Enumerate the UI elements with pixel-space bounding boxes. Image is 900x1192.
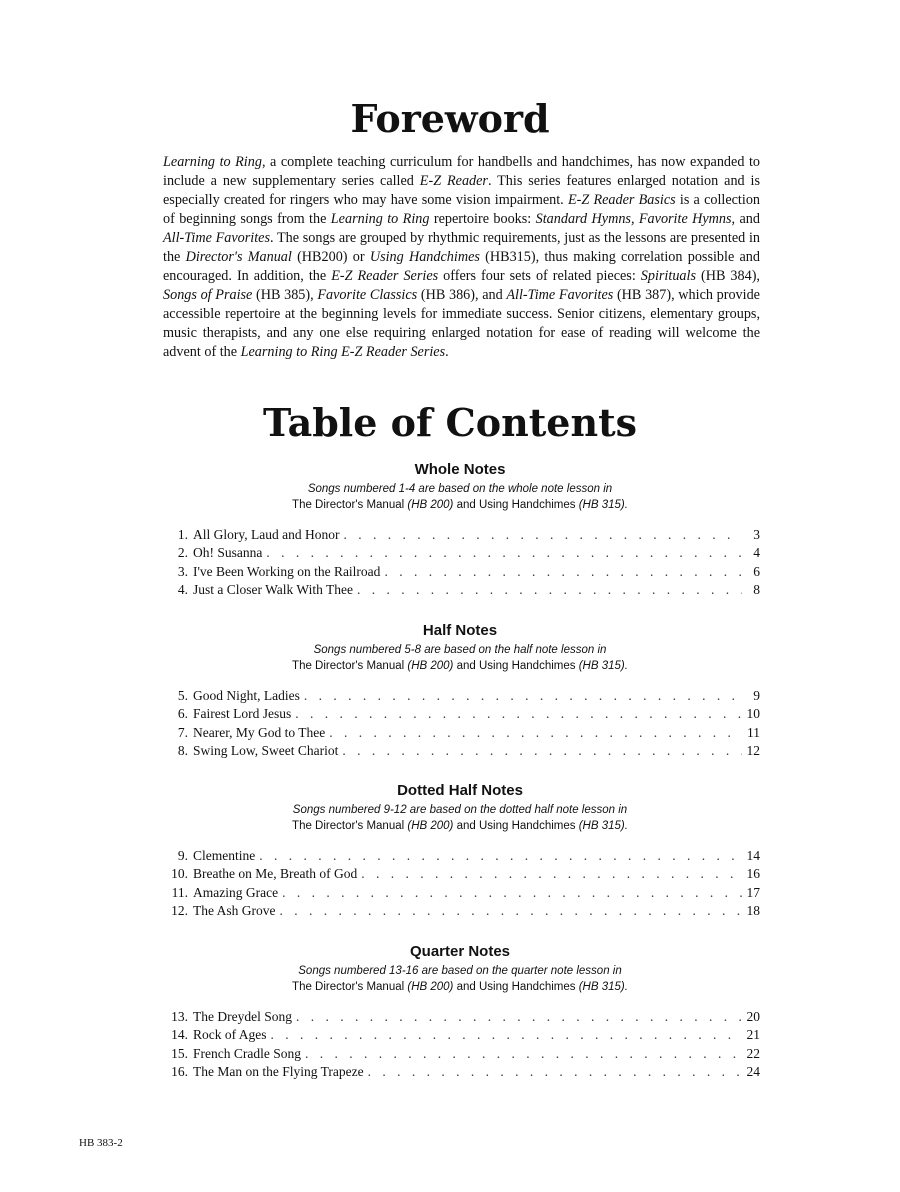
section-note-line: Songs numbered 13-16 are based on the quarter note lesson in (298, 965, 622, 977)
foreword-text-segment: is a collection of beginning songs from the (163, 192, 761, 227)
entry-title: Oh! Susanna (193, 545, 263, 561)
toc-title: Table of Contents (262, 400, 638, 445)
entry-title: All Glory, Laud and Honor (193, 527, 340, 542)
entry-page: 8 (753, 581, 760, 597)
entry-title: The Ash Grove (193, 902, 276, 918)
section-heading: Quarter Notes (409, 943, 511, 960)
section-note-part: (HB 200) (407, 660, 454, 672)
foreword-italic-segment: E-Z Reader Series (331, 268, 439, 284)
foreword-italic-segment: Standard Hymns, Favorite Hymns (535, 211, 732, 227)
foreword-text-segment: (HB 387), which provide accessible repertoire at the beginning levels for immediate success. Senior citizens, elementary groups, music therapists, and any one else requiring enlarged notation for ease of reading will welcome the advent of the (163, 287, 760, 360)
leader-dots (259, 848, 742, 864)
entry-number: 5. (177, 688, 188, 703)
foreword-text-segment: repertoire books: (429, 211, 536, 227)
entry-title: Just a Closer Walk With Thee (193, 581, 353, 597)
entry-title: Rock of Ages (193, 1027, 267, 1043)
leader-dots (271, 1027, 743, 1043)
toc-section-whole-notes (160, 461, 760, 600)
toc-entry (160, 725, 760, 743)
entry-page: 21 (746, 1027, 760, 1043)
toc-entry (160, 1009, 760, 1027)
entry-title: Good Night, Ladies (193, 688, 300, 703)
entry-page: 20 (746, 1009, 760, 1024)
toc-list (160, 1009, 760, 1082)
entry-number: 10. (171, 866, 188, 882)
foreword-italic-segment: Using Handchimes (369, 249, 480, 265)
entry-number: 6. (177, 706, 188, 722)
foreword-italic-segment: E-Z Reader (419, 173, 488, 189)
foreword-italic-segment: E-Z Reader Basics (567, 192, 676, 208)
entry-title: The Dreydel Song (193, 1009, 292, 1024)
leader-dots (295, 706, 742, 722)
section-note-part: and Using Handchimes (456, 499, 576, 511)
entry-page: 24 (746, 1063, 760, 1079)
foreword-italic-segment: All-Time Favorites (506, 287, 614, 303)
leader-dots (305, 1046, 742, 1062)
foreword-text-segment: (HB 386), and (417, 287, 507, 303)
section-note-part: (HB 315). (578, 660, 628, 672)
section-note-line: Songs numbered 1-4 are based on the whole note lesson in (307, 483, 613, 495)
section-note (160, 802, 760, 834)
leader-dots (266, 545, 742, 561)
section-note (160, 963, 760, 995)
section-heading: Dotted Half Notes (397, 782, 523, 799)
toc-list (160, 527, 760, 600)
section-note-part: (HB 200) (407, 499, 454, 511)
section-note-part: (HB 200) (407, 820, 454, 832)
leader-dots (384, 564, 742, 580)
entry-title: The Man on the Flying Trapeze (193, 1063, 364, 1079)
section-heading: Half Notes (422, 622, 498, 639)
section-note-part: (HB 200) (407, 981, 454, 993)
entry-page: 22 (746, 1045, 760, 1061)
entry-title: Swing Low, Sweet Chariot (193, 742, 339, 758)
foreword-text-segment: (HB200) or (291, 249, 370, 265)
entry-number: 3. (177, 563, 188, 579)
foreword-italic-segment: Director's Manual (185, 249, 292, 265)
foreword-text-segment: (HB315), thus making correlation possible and encouraged. In addition, the (163, 249, 760, 284)
toc-list (160, 848, 760, 921)
section-note-part: and Using Handchimes (456, 981, 576, 993)
leader-dots (329, 725, 742, 741)
section-note-part: The Director's Manual (292, 820, 405, 832)
entry-number: 15. (171, 1045, 188, 1061)
toc-entry (160, 564, 760, 582)
entry-number: 16. (171, 1063, 188, 1079)
foreword-text-segment: (HB 385), (252, 287, 318, 303)
leader-dots (368, 1064, 742, 1080)
toc-entry (160, 885, 760, 903)
entry-page: 9 (753, 688, 760, 703)
toc-entry (160, 688, 760, 706)
page-footer-code: HB 383-2 (79, 1137, 123, 1149)
section-note-part: and Using Handchimes (456, 660, 576, 672)
foreword-italic-segment: Spirituals (640, 268, 696, 284)
toc-entry (160, 866, 760, 884)
entry-page: 17 (746, 884, 760, 900)
foreword-text-segment: offers four sets of related pieces: (438, 268, 641, 284)
leader-dots (361, 866, 742, 882)
entry-number: 14. (171, 1027, 188, 1043)
toc-entry (160, 1046, 760, 1064)
foreword-italic-segment: Learning to Ring E-Z Reader Series (240, 344, 446, 360)
section-note-part: (HB 315). (578, 820, 628, 832)
entry-number: 2. (177, 545, 188, 561)
section-note (160, 481, 760, 513)
toc-entry (160, 848, 760, 866)
entry-title: Breathe on Me, Breath of God (193, 866, 358, 882)
entry-number: 7. (177, 724, 188, 740)
entry-title: I've Been Working on the Railroad (193, 563, 381, 579)
toc-section-half-notes (160, 622, 760, 761)
entry-number: 8. (177, 742, 188, 758)
entry-number: 12. (171, 902, 188, 918)
leader-dots (282, 885, 742, 901)
entry-title: Amazing Grace (193, 884, 279, 900)
foreword-italic-segment: Learning to Ring (330, 211, 430, 227)
entry-number: 4. (177, 581, 188, 597)
toc-entry (160, 706, 760, 724)
section-note-line: Songs numbered 5-8 are based on the half note lesson in (313, 644, 607, 656)
leader-dots (296, 1009, 742, 1025)
entry-title: Nearer, My God to Thee (193, 724, 326, 740)
leader-dots (304, 688, 742, 704)
toc-entry (160, 527, 760, 545)
foreword-text-segment: . The songs are grouped by rhythmic requirements, just as the lessons are presented in the (163, 230, 760, 265)
entry-page: 16 (746, 866, 760, 882)
foreword-text-segment: , and (731, 211, 760, 227)
foreword-text-segment: , a complete teaching curriculum for handbells and handchimes, has now expanded to include a new supplementary series called (163, 154, 760, 189)
leader-dots (343, 527, 742, 543)
foreword-paragraph (163, 153, 760, 362)
foreword-text-segment: . (445, 344, 449, 360)
foreword-italic-segment: All-Time Favorites (163, 230, 270, 246)
leader-dots (357, 582, 742, 598)
entry-page: 4 (753, 545, 760, 561)
entry-number: 9. (177, 848, 188, 863)
toc-entry (160, 582, 760, 600)
toc-entry (160, 903, 760, 921)
entry-page: 3 (753, 527, 760, 542)
entry-title: French Cradle Song (193, 1045, 301, 1061)
foreword-italic-segment: Learning to Ring (163, 154, 262, 170)
foreword-italic-segment: Songs of Praise (163, 287, 253, 303)
entry-title: Clementine (193, 848, 256, 863)
toc-section-dotted-half-notes (160, 782, 760, 921)
toc-list (160, 688, 760, 761)
foreword-text-segment: (HB 384), (695, 268, 760, 284)
section-note-part: and Using Handchimes (456, 820, 576, 832)
leader-dots (279, 903, 742, 919)
section-note-line: Songs numbered 9-12 are based on the dotted half note lesson in (292, 804, 628, 816)
section-note-part: The Director's Manual (292, 981, 405, 993)
entry-number: 11. (171, 884, 188, 900)
section-note (160, 642, 760, 674)
entry-page: 14 (746, 848, 760, 863)
leader-dots (342, 743, 742, 759)
entry-page: 10 (746, 706, 760, 722)
entry-number: 13. (171, 1009, 188, 1024)
foreword-italic-segment: Favorite Classics (317, 287, 418, 303)
section-note-part: The Director's Manual (292, 660, 405, 672)
toc-entry (160, 1027, 760, 1045)
entry-page: 12 (746, 742, 760, 758)
foreword-title: Foreword (350, 96, 550, 141)
section-note-part: (HB 315). (578, 499, 628, 511)
entry-page: 11 (747, 724, 760, 740)
entry-page: 6 (753, 563, 760, 579)
entry-page: 18 (746, 902, 760, 918)
toc-entry (160, 545, 760, 563)
toc-entry (160, 1064, 760, 1082)
section-note-part: The Director's Manual (292, 499, 405, 511)
section-note-part: (HB 315). (578, 981, 628, 993)
section-heading: Whole Notes (414, 461, 506, 478)
toc-section-quarter-notes (160, 943, 760, 1082)
entry-title: Fairest Lord Jesus (193, 706, 292, 722)
entry-number: 1. (177, 527, 188, 542)
toc-entry (160, 743, 760, 761)
foreword-text-segment: . This series features enlarged notation and is especially created for ringers who may have some vision impairment. (163, 173, 760, 208)
